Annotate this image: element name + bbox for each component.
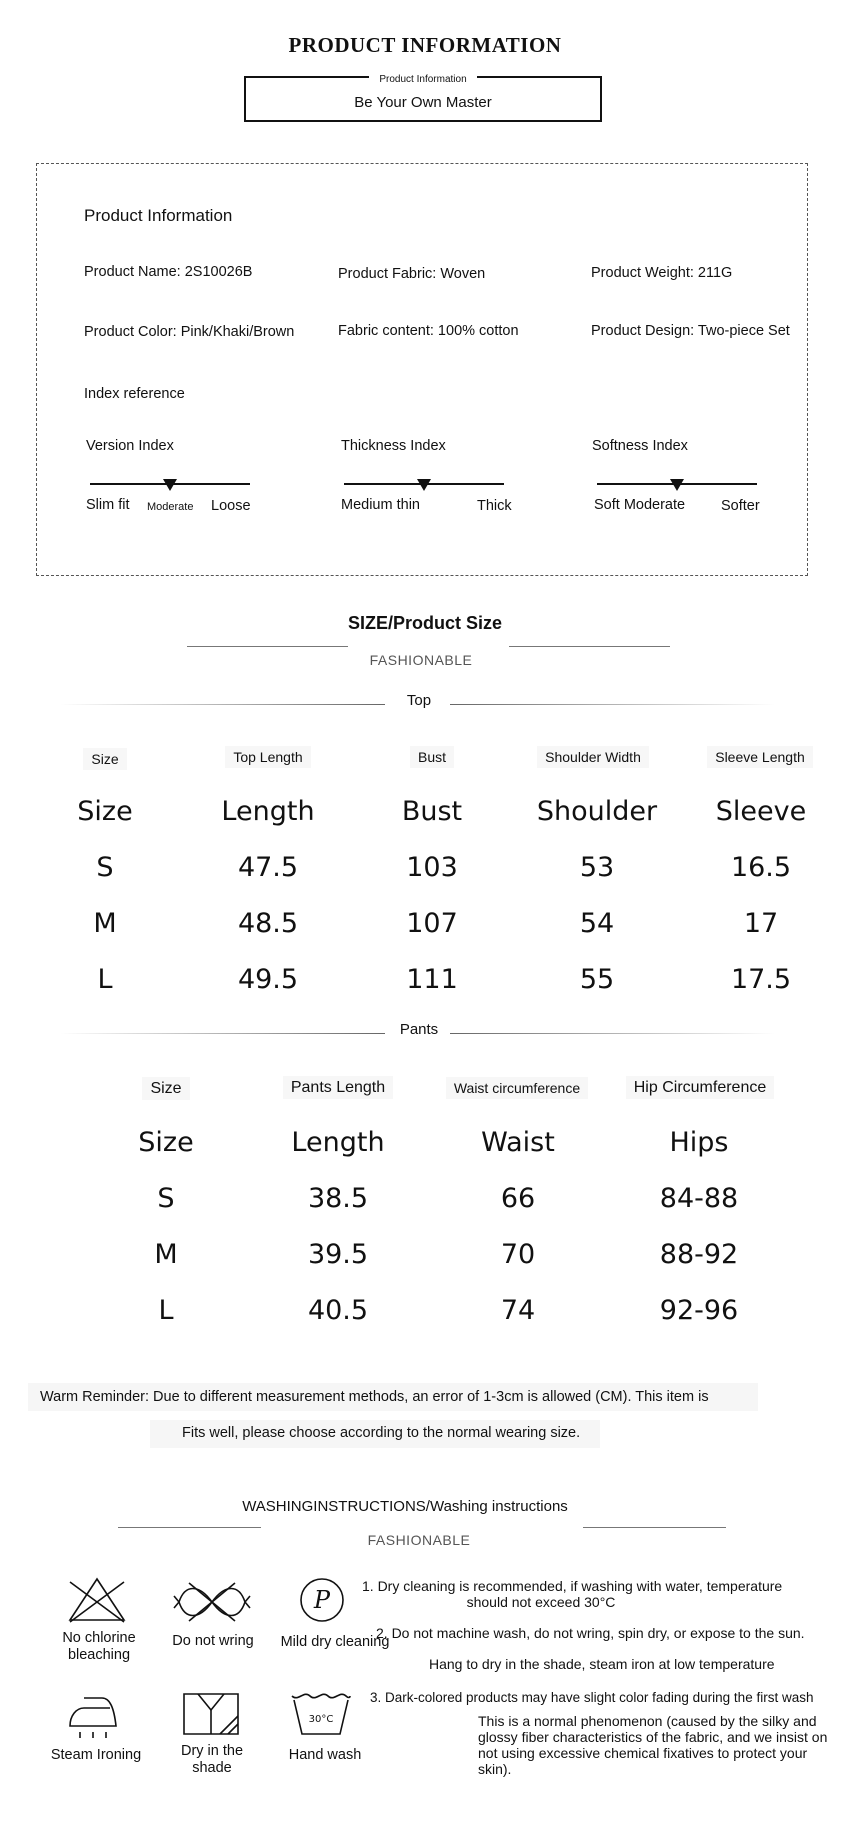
dry-in-shade-label: Dry in the shade bbox=[180, 1743, 244, 1776]
pants-table-cell-r0-c2: Waist bbox=[481, 1127, 555, 1158]
svg-text:30°C: 30°C bbox=[308, 1714, 334, 1725]
top-table-label: Top bbox=[406, 692, 432, 709]
washing-title: WASHINGINSTRUCTIONS/Washing instructions bbox=[242, 1498, 568, 1515]
top-table-cell-r3-c2: 111 bbox=[406, 964, 458, 995]
product-fabric: Product Fabric: Woven bbox=[338, 266, 486, 282]
pants-table-cell-r3-c0: L bbox=[158, 1295, 174, 1326]
top-table-cell-r0-c3: Shoulder bbox=[536, 796, 658, 827]
divider bbox=[60, 704, 385, 705]
top-header-size: Size bbox=[55, 751, 155, 767]
divider bbox=[509, 646, 670, 647]
top-table-cell-r3-c1: 49.5 bbox=[237, 964, 299, 995]
reminder-line-2: Fits well, please choose according to the normal wearing size. bbox=[182, 1425, 581, 1441]
top-table-cell-r0-c4: Sleeve bbox=[715, 796, 807, 827]
thickness-index-right: Thick bbox=[477, 498, 512, 514]
dry-in-shade-icon bbox=[180, 1690, 242, 1743]
pants-table-cell-r3-c3: 92-96 bbox=[659, 1295, 739, 1326]
do-not-wring-icon bbox=[173, 1580, 251, 1629]
wash-note-2a: 2. Do not machine wash, do not wring, spin dry, or expose to the sun. bbox=[376, 1625, 805, 1641]
mild-dry-clean-label: Mild dry cleaning bbox=[280, 1634, 390, 1650]
top-table-cell-r1-c4: 16.5 bbox=[730, 852, 792, 883]
wash-note-3a: 3. Dark-colored products may have slight color fading during the first wash bbox=[370, 1690, 814, 1705]
wash-note-1b: should not exceed 30°C bbox=[466, 1594, 616, 1610]
wash-note-3b: This is a normal phenomenon (caused by the silky and glossy fiber characteristics of the fabric, and we insist on not using excessive chemical fixatives to protect your skin). bbox=[478, 1713, 828, 1777]
divider bbox=[60, 1033, 385, 1034]
top-header-length: Top Length bbox=[188, 749, 348, 765]
pants-table-cell-r0-c0: Size bbox=[138, 1127, 194, 1158]
top-table-cell-r0-c1: Length bbox=[221, 796, 315, 827]
pants-header-waist: Waist circumference bbox=[432, 1080, 602, 1096]
top-table-cell-r2-c4: 17 bbox=[743, 908, 779, 939]
pants-header-length: Pants Length bbox=[258, 1079, 418, 1097]
top-table-cell-r1-c2: 103 bbox=[406, 852, 458, 883]
product-design: Product Design: Two-piece Set bbox=[591, 323, 790, 339]
version-index-middle: Moderate bbox=[147, 501, 194, 513]
top-table-cell-r0-c0: Size bbox=[77, 796, 133, 827]
pants-table-cell-r2-c1: 39.5 bbox=[307, 1239, 369, 1270]
top-table-cell-r3-c0: L bbox=[97, 964, 113, 995]
top-header-bust: Bust bbox=[372, 749, 492, 765]
hand-wash-label: Hand wash bbox=[288, 1747, 362, 1763]
softness-index-right: Softer bbox=[721, 498, 760, 514]
slogan-box bbox=[244, 76, 602, 122]
pants-table-cell-r2-c2: 70 bbox=[500, 1239, 536, 1270]
info-heading: Product Information bbox=[84, 206, 233, 225]
divider bbox=[187, 646, 348, 647]
version-index-label: Version Index bbox=[86, 438, 174, 454]
top-table-cell-r2-c0: M bbox=[93, 908, 117, 939]
product-color: Product Color: Pink/Khaki/Brown bbox=[84, 324, 295, 340]
version-index-left: Slim fit bbox=[86, 497, 130, 513]
wash-note-1a: 1. Dry cleaning is recommended, if washing with water, temperature bbox=[362, 1578, 783, 1594]
no-chlorine-bleach-icon bbox=[66, 1576, 128, 1629]
divider bbox=[450, 1033, 775, 1034]
top-table-cell-r3-c4: 17.5 bbox=[730, 964, 792, 995]
top-table-cell-r1-c1: 47.5 bbox=[237, 852, 299, 883]
page-title: PRODUCT INFORMATION bbox=[288, 33, 562, 57]
no-chlorine-bleach-label: No chlorine bleaching bbox=[62, 1630, 136, 1663]
version-index-right: Loose bbox=[211, 498, 251, 514]
top-header-sleeve: Sleeve Length bbox=[690, 749, 830, 765]
pants-table-cell-r1-c0: S bbox=[157, 1183, 175, 1214]
reminder-line-1: Warm Reminder: Due to different measurement methods, an error of 1-3cm is allowed (CM). This item is bbox=[40, 1389, 709, 1405]
hand-wash-icon bbox=[290, 1690, 352, 1741]
divider bbox=[450, 704, 775, 705]
do-not-wring-label: Do not wring bbox=[172, 1633, 254, 1649]
size-section-title: SIZE/Product Size bbox=[347, 613, 503, 633]
wash-note-2b: Hang to dry in the shade, steam iron at low temperature bbox=[429, 1656, 775, 1672]
pants-table-cell-r3-c1: 40.5 bbox=[307, 1295, 369, 1326]
pants-table-cell-r3-c2: 74 bbox=[500, 1295, 536, 1326]
product-name: Product Name: 2S10026B bbox=[84, 264, 253, 280]
washing-subtitle: FASHIONABLE bbox=[367, 1532, 471, 1548]
index-heading: Index reference bbox=[84, 386, 185, 402]
product-weight: Product Weight: 211G bbox=[591, 265, 733, 281]
slogan-text: Be Your Own Master bbox=[354, 94, 492, 111]
top-table-cell-r2-c3: 54 bbox=[579, 908, 615, 939]
top-table-cell-r2-c2: 107 bbox=[406, 908, 458, 939]
pants-table-cell-r0-c3: Hips bbox=[669, 1127, 729, 1158]
svg-text:P: P bbox=[313, 1586, 331, 1614]
divider bbox=[118, 1527, 261, 1528]
pants-table-cell-r2-c3: 88-92 bbox=[659, 1239, 739, 1270]
pants-table-label: Pants bbox=[399, 1021, 439, 1038]
divider bbox=[583, 1527, 726, 1528]
pants-header-hips: Hip Circumference bbox=[610, 1079, 790, 1097]
pants-header-size: Size bbox=[116, 1080, 216, 1098]
thickness-index-left: Medium thin bbox=[341, 497, 420, 513]
fabric-content: Fabric content: 100% cotton bbox=[338, 323, 519, 339]
version-index-marker bbox=[163, 479, 177, 491]
softness-index-marker bbox=[670, 479, 684, 491]
pants-table-cell-r1-c3: 84-88 bbox=[659, 1183, 739, 1214]
steam-iron-icon bbox=[66, 1694, 122, 1745]
thickness-index-marker bbox=[417, 479, 431, 491]
top-table-cell-r2-c1: 48.5 bbox=[237, 908, 299, 939]
steam-iron-label: Steam Ironing bbox=[50, 1747, 142, 1763]
pants-table-cell-r2-c0: M bbox=[154, 1239, 178, 1270]
size-section-subtitle: FASHIONABLE bbox=[369, 652, 473, 668]
top-table-cell-r1-c3: 53 bbox=[579, 852, 615, 883]
thickness-index-label: Thickness Index bbox=[341, 438, 446, 454]
pants-table-cell-r1-c1: 38.5 bbox=[307, 1183, 369, 1214]
mild-dry-clean-icon bbox=[298, 1576, 346, 1629]
softness-index-label: Softness Index bbox=[592, 438, 688, 454]
top-table-cell-r0-c2: Bust bbox=[401, 796, 463, 827]
slogan-caption: Product Information bbox=[369, 74, 476, 85]
pants-table-cell-r1-c2: 66 bbox=[500, 1183, 536, 1214]
top-table-cell-r1-c0: S bbox=[96, 852, 114, 883]
softness-index-left: Soft Moderate bbox=[594, 497, 686, 513]
pants-table-cell-r0-c1: Length bbox=[291, 1127, 385, 1158]
top-header-shoulder: Shoulder Width bbox=[513, 749, 673, 765]
top-table-cell-r3-c3: 55 bbox=[579, 964, 615, 995]
